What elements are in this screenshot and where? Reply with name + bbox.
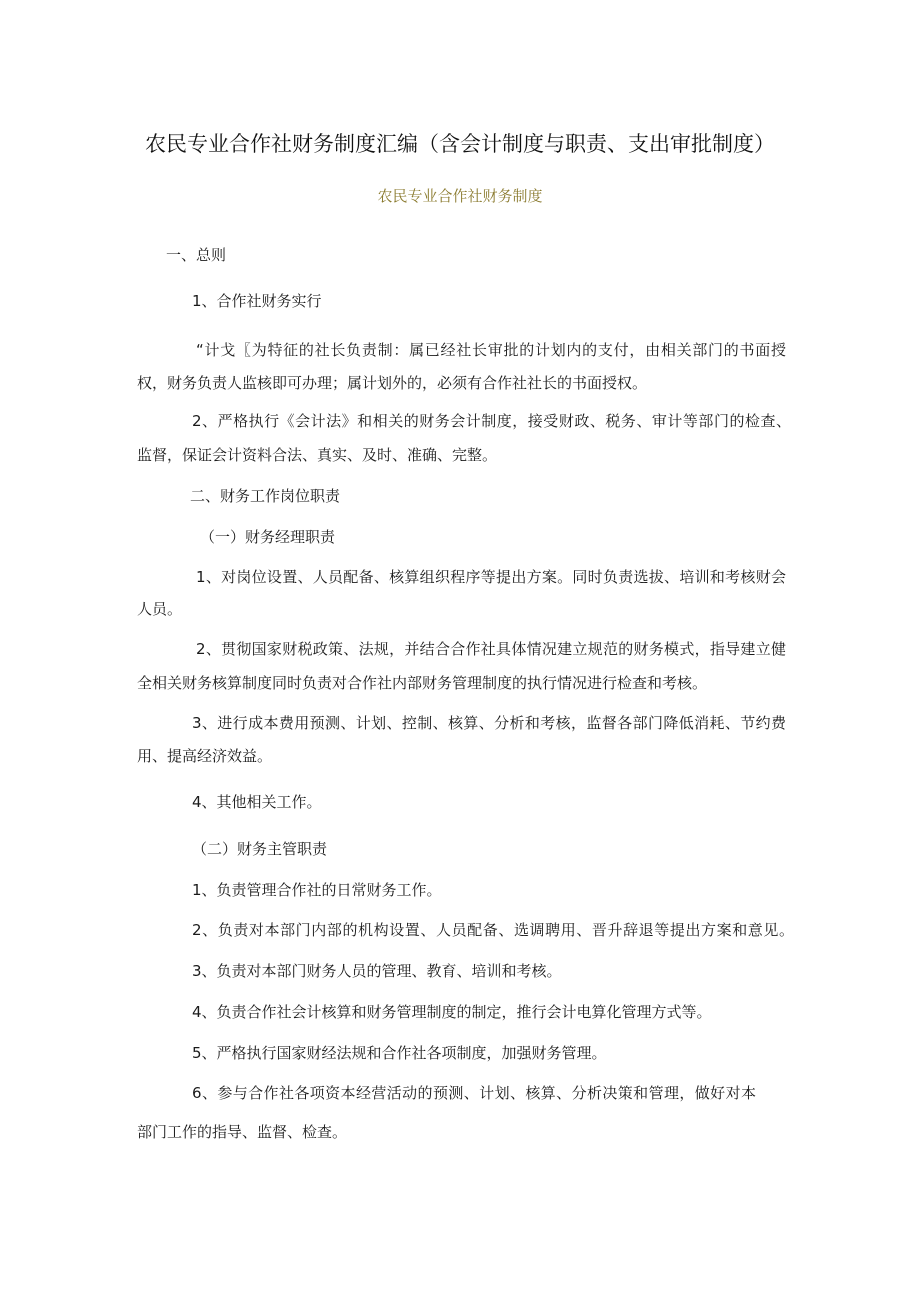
paragraph-line: 2、严格执行《会计法》和相关的财务会计制度，接受财政、税务、审计等部门的检查、 (192, 412, 791, 430)
section-heading: 一、总则 (166, 246, 227, 264)
paragraph-line: 权，财务负责人监核即可办理；属计划外的，必须有合作社社长的书面授权。 (137, 374, 648, 392)
paragraph-line: 1、负责管理合作社的日常财务工作。 (192, 881, 442, 899)
paragraph-line: 1、对岗位设置、人员配备、核算组织程序等提出方案。同时负责选拔、培训和考核财会 (196, 568, 786, 586)
paragraph-line: 人员。 (137, 600, 183, 618)
paragraph-line: 4、其他相关工作。 (192, 793, 322, 811)
paragraph-line: 监督，保证会计资料合法、真实、及时、准确、完整。 (137, 446, 498, 464)
document-title: 农民专业合作社财务制度汇编（含会计制度与职责、支出审批制度） (145, 132, 775, 156)
paragraph-line: 4、负责合作社会计核算和财务管理制度的制定，推行会计电算化管理方式等。 (192, 1003, 712, 1021)
paragraph-line: 全相关财务核算制度同时负责对合作社内部财务管理制度的执行情况进行检查和考核。 (137, 674, 708, 692)
paragraph-line: 3、进行成本费用预测、计划、控制、核算、分析和考核，监督各部门降低消耗、节约费 (192, 714, 786, 732)
paragraph-line: 部门工作的指导、监督、检查。 (137, 1123, 348, 1141)
paragraph-line: 6、参与合作社各项资本经营活动的预测、计划、核算、分析决策和管理，做好对本 (192, 1084, 756, 1102)
paragraph-line: 用、提高经济效益。 (137, 747, 273, 765)
document-subtitle: 农民专业合作社财务制度 (377, 187, 543, 205)
section-heading: 二、财务工作岗位职责 (190, 487, 341, 505)
paragraph-line: 2、负责对本部门内部的机构设置、人员配备、选调聘用、晋升辞退等提出方案和意见。 (192, 921, 794, 939)
paragraph-line: “计戈〖为特征的社长负责制：属已经社长审批的计划内的支付，由相关部门的书面授 (196, 341, 786, 359)
paragraph-line: 1、合作社财务实行 (192, 292, 322, 310)
subsection-heading: （二）财务主管职责 (192, 840, 328, 858)
paragraph-line: 5、严格执行国家财经法规和合作社各项制度，加强财务管理。 (192, 1044, 607, 1062)
paragraph-line: 3、负责对本部门财务人员的管理、教育、培训和考核。 (192, 962, 562, 980)
paragraph-line: 2、贯彻国家财税政策、法规，并结合合作社具体情况建立规范的财务模式，指导建立健 (196, 640, 786, 658)
subsection-heading: （一）财务经理职责 (200, 528, 336, 546)
